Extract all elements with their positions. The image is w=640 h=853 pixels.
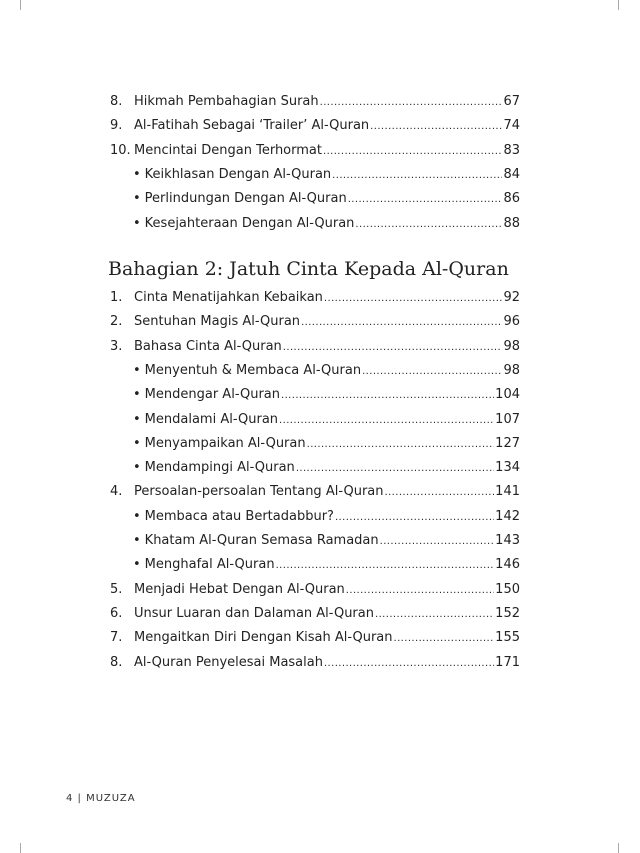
entry-title: Membaca atau Bertadabbur? (144, 508, 334, 524)
toc-subentry (133, 408, 520, 432)
entry-title: Mendampingi Al-Quran (144, 460, 295, 476)
bullet-marker: • (133, 435, 141, 451)
dot-leader (355, 212, 502, 237)
entry-title: Mencintai Dengan Terhormat (134, 142, 322, 158)
toc-subentry (133, 529, 520, 553)
toc-entry (110, 310, 520, 334)
page-number: 141 (495, 484, 520, 500)
toc-subentry (133, 553, 520, 577)
toc-subentry (133, 432, 520, 456)
page-number: 104 (495, 387, 520, 403)
entry-title: Khatam Al-Quran Semasa Ramadan (144, 533, 379, 548)
toc-entry (110, 90, 520, 114)
toc-entry (110, 114, 520, 138)
toc-entry (110, 602, 520, 626)
page-number: 86 (503, 191, 520, 207)
toc-entry (110, 651, 520, 675)
bullet-marker: • (133, 557, 141, 573)
toc-subentry (133, 163, 520, 187)
page-number: 84 (503, 166, 520, 182)
page-number: 152 (495, 605, 520, 621)
entry-number: 6. (110, 605, 123, 621)
page-number: 96 (503, 314, 520, 330)
dot-leader (296, 456, 494, 481)
entry-title: Cinta Menatijahkan Kebaikan (134, 290, 323, 305)
entry-title: Al-Fatihah Sebagai ‘Trailer’ Al-Quran (134, 118, 370, 134)
page-number: 74 (503, 118, 520, 134)
entry-title: Al-Quran Penyelesai Masalah (134, 654, 323, 670)
bullet-marker: • (133, 387, 141, 403)
bullet-marker: • (133, 215, 141, 231)
bullet-marker: • (133, 191, 141, 207)
entry-number: 10. (110, 142, 131, 158)
dot-leader (281, 383, 494, 408)
page-footer: 4 | MUZUZA (66, 793, 136, 804)
dot-leader (348, 187, 503, 212)
dot-leader (307, 432, 495, 457)
entry-number: 8. (110, 654, 123, 670)
dot-leader (320, 90, 503, 115)
dot-leader (346, 578, 494, 603)
page-number: 83 (503, 142, 520, 158)
toc-subentry (133, 359, 520, 383)
toc-entry (110, 626, 520, 650)
page-number: 88 (503, 215, 520, 231)
entry-title: Keikhlasan Dengan Al-Quran (144, 166, 332, 182)
bullet-marker: • (133, 411, 141, 427)
entry-title: Menghafal Al-Quran (144, 557, 275, 573)
entry-title: Persoalan-persoalan Tentang Al-Quran (134, 484, 384, 500)
page-number: 98 (503, 362, 520, 378)
dot-leader (385, 480, 495, 505)
entry-title: Kesejahteraan Dengan Al-Quran (144, 215, 355, 231)
bullet-marker: • (133, 166, 141, 182)
dot-leader (370, 114, 502, 139)
dot-leader (324, 286, 503, 311)
toc-subentry (133, 212, 520, 236)
bullet-marker: • (133, 508, 141, 524)
entry-title: Bahasa Cinta Al-Quran (134, 338, 282, 354)
section-heading: Bahagian 2: Jatuh Cinta Kepada Al-Quran (108, 258, 509, 280)
page-number: 107 (495, 411, 520, 427)
entry-number: 1. (110, 290, 123, 305)
dot-leader (335, 505, 494, 530)
entry-title: Mengaitkan Diri Dengan Kisah Al-Quran (134, 630, 393, 646)
dot-leader (323, 139, 502, 164)
page-number: 171 (495, 654, 520, 670)
dot-leader (394, 626, 495, 651)
page-number: 127 (495, 435, 520, 451)
entry-title: Menjadi Hebat Dengan Al-Quran (134, 581, 345, 597)
entry-title: Perlindungan Dengan Al-Quran (144, 191, 347, 207)
toc-entry (110, 480, 520, 504)
dot-leader (375, 602, 494, 627)
page-number: 150 (495, 581, 520, 597)
dot-leader (279, 408, 494, 433)
bullet-marker: • (133, 362, 141, 378)
entry-title: Menyampaikan Al-Quran (144, 435, 306, 451)
toc-entry (110, 286, 520, 310)
toc-entry (110, 335, 520, 359)
bullet-marker: • (133, 460, 141, 476)
toc-subentry (133, 505, 520, 529)
entry-title: Hikmah Pembahagian Surah (134, 94, 319, 109)
page-number: 146 (495, 557, 520, 573)
page-number: 142 (495, 508, 520, 524)
entry-number: 2. (110, 314, 123, 330)
toc-subentry (133, 187, 520, 211)
entry-number: 9. (110, 118, 123, 134)
entry-title: Unsur Luaran dan Dalaman Al-Quran (134, 605, 374, 621)
toc-entry (110, 578, 520, 602)
entry-title: Mendalami Al-Quran (144, 411, 279, 427)
page-number: 67 (503, 94, 520, 109)
dot-leader (276, 553, 495, 578)
dot-leader (380, 529, 495, 554)
entry-number: 8. (110, 94, 123, 109)
dot-leader (324, 651, 494, 676)
page-number: 98 (503, 338, 520, 354)
entry-number: 3. (110, 338, 123, 354)
dot-leader (301, 310, 502, 335)
page-number: 155 (495, 630, 520, 646)
page-number: 92 (503, 290, 520, 305)
dot-leader (332, 163, 502, 188)
entry-title: Menyentuh & Membaca Al-Quran (144, 362, 362, 378)
toc-entry (110, 139, 520, 163)
entry-title: Sentuhan Magis Al-Quran (134, 314, 301, 330)
page-number: 143 (495, 533, 520, 548)
dot-leader (362, 359, 502, 384)
dot-leader (283, 335, 503, 360)
page-number: 134 (495, 460, 520, 476)
toc-subentry (133, 383, 520, 407)
bullet-marker: • (133, 533, 141, 548)
entry-number: 4. (110, 484, 123, 500)
entry-number: 5. (110, 581, 123, 597)
toc-subentry (133, 456, 520, 480)
entry-number: 7. (110, 630, 123, 646)
entry-title: Mendengar Al-Quran (144, 387, 281, 403)
